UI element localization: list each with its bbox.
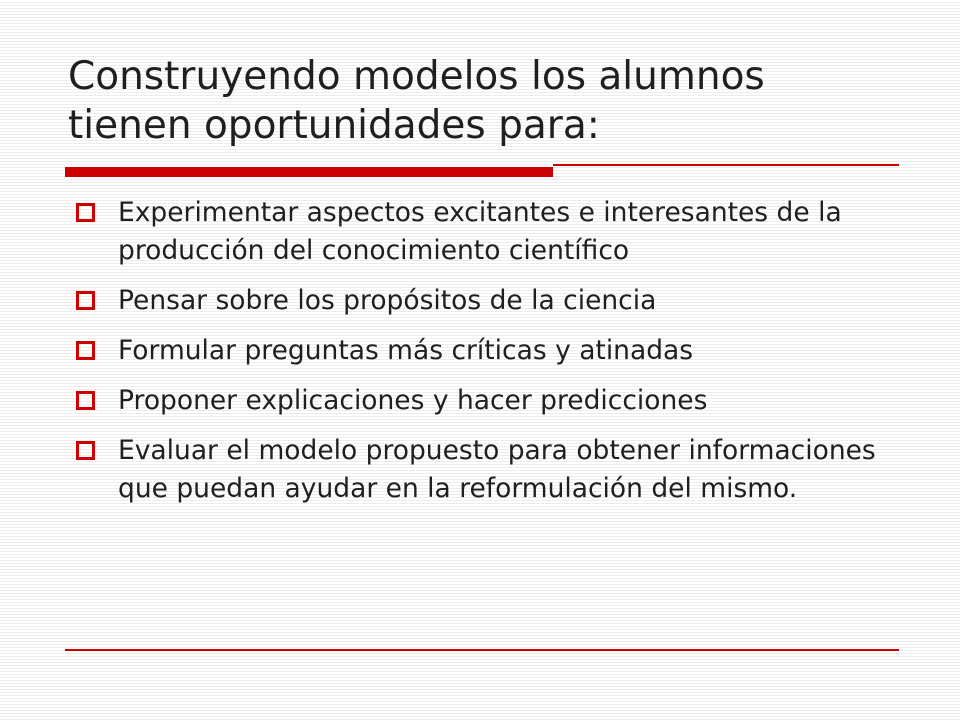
bullet-square-icon (76, 391, 95, 410)
bullet-text: Formular preguntas más críticas y atinadas (118, 335, 694, 366)
slide-title: Construyendo modelos los alumnos tienen oportunidades para: (68, 54, 765, 148)
bullet-item (72, 194, 902, 270)
title-accent-rule (65, 167, 553, 177)
footer-divider-line (65, 649, 899, 651)
bullet-item (72, 382, 902, 420)
bullet-square-icon (76, 341, 95, 360)
title-divider-line (553, 164, 899, 166)
bullet-text: Experimentar aspectos excitantes e interesantes de la producción del conocimiento científico (118, 197, 842, 266)
bullet-square-icon (76, 291, 95, 310)
bullet-text: Evaluar el modelo propuesto para obtener informaciones que puedan ayudar en la reformulación del mismo. (118, 435, 876, 504)
bullet-list (72, 194, 902, 520)
bullet-text: Proponer explicaciones y hacer predicciones (118, 385, 708, 416)
bullet-text: Pensar sobre los propósitos de la ciencia (118, 285, 657, 316)
bullet-item (72, 432, 902, 508)
bullet-square-icon (76, 441, 95, 460)
bullet-item (72, 332, 902, 370)
bullet-item (72, 282, 902, 320)
bullet-square-icon (76, 203, 95, 222)
